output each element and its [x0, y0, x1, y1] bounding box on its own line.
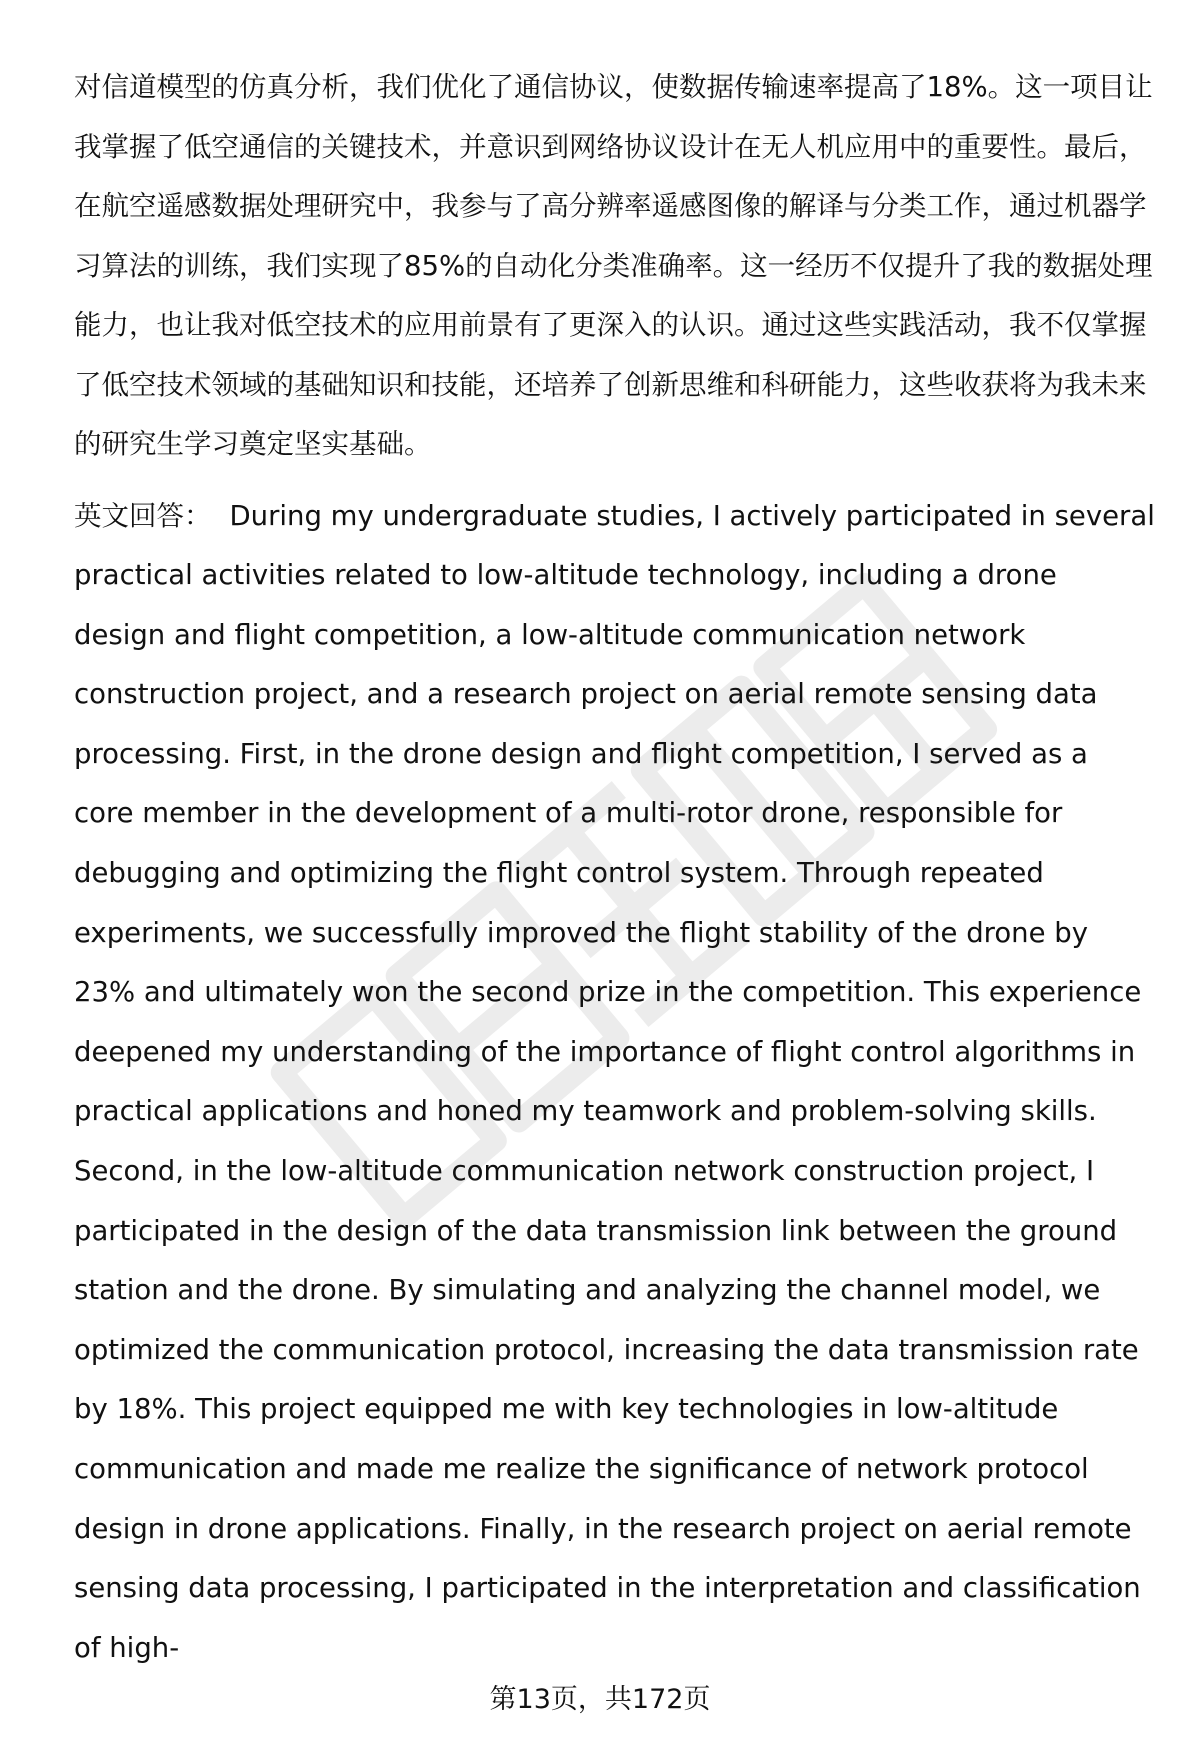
page-number-footer: 第13页，共172页 [489, 1684, 711, 1715]
english-answer-text: During my undergraduate studies, I actively participated in several practical activities related to low-altitude technology, including a drone design and flight competition, a low-altitude communication network construction project, and a research project on aerial remote sensing data processing. First, in the drone design and flight competition, I served as a core member in the development of a multi-rotor drone, responsible for debugging and optimizing the flight control system. Through repeated experiments, we successfully improved the flight stability of the drone by 23% and ultimately won the second prize in the competition. This experience deepened my understanding of the importance of flight control algorithms in practical applications and honed my teamwork and problem-solving skills. Second, in the low-altitude communication network construction project, I participated in the design of the data transmission link between the ground station and the drone. By simulating and analyzing the channel model, we optimized the communication protocol, increasing the data transmission rate by 18%. This project equipped me with key technologies in low-altitude communication and made me realize the significance of network protocol design in drone applications. Finally, in the research project on aerial remote sensing data processing, I participated in the interpretation and classification of high- [74, 499, 1155, 1664]
chinese-answer-paragraph: 对信道模型的仿真分析，我们优化了通信协议，使数据传输速率提高了18%。这一项目让我掌握了低空通信的关键技术，并意识到网络协议设计在无人机应用中的重要性。最后，在航空遥感数据处理研究中，我参与了高分辨率遥感图像的解译与分类工作，通过机器学习算法的训练，我们实现了85%的自动化分类准确率。这一经历不仅提升了我的数据处理能力，也让我对低空技术的应用前景有了更深入的认识。通过这些实践活动，我不仅掌握了低空技术领域的基础知识和技能，还培养了创新思维和科研能力，这些收获将为我未来的研究生学习奠定坚实基础。 [74, 71, 1153, 460]
english-answer-paragraph [74, 487, 1156, 1679]
english-answer-label: 英文回答： [74, 499, 212, 532]
answer-content [74, 58, 1156, 1678]
